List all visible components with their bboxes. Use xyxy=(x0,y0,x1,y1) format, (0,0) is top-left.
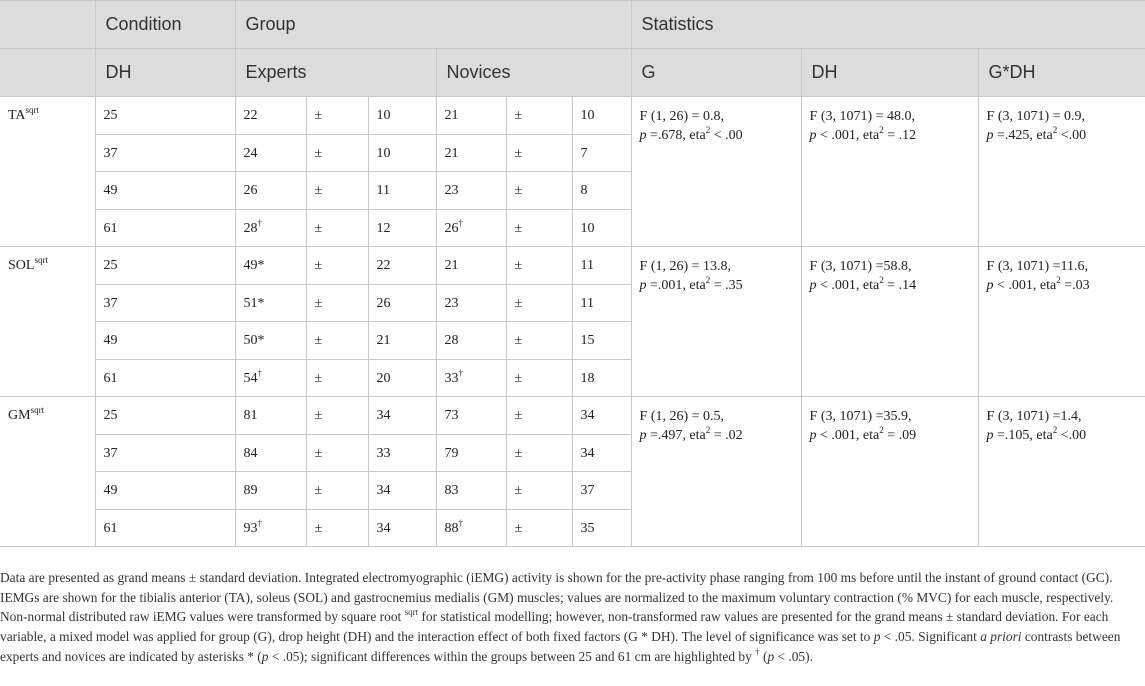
muscle-label xyxy=(0,97,95,247)
footnote-italic: p xyxy=(873,629,881,645)
experts-sd-cell: 10 xyxy=(368,134,436,172)
mean-value: 73 xyxy=(444,408,459,423)
significance-mark: † xyxy=(458,517,463,528)
stat-line-2b: = .12 xyxy=(883,128,917,143)
novices-sd-cell: 35 xyxy=(572,509,631,547)
stat-line-2: =.497, eta xyxy=(646,428,706,443)
header-condition: Condition xyxy=(95,1,235,49)
plus-minus-cell: ± xyxy=(306,472,368,510)
novices-mean-cell xyxy=(436,247,506,285)
experts-sd-cell: 22 xyxy=(368,247,436,285)
plus-minus-cell: ± xyxy=(506,397,572,435)
novices-mean-cell xyxy=(436,509,506,547)
mean-value: 23 xyxy=(444,295,459,311)
experts-mean-cell xyxy=(235,209,306,247)
novices-mean-cell xyxy=(436,397,506,435)
mean-value: 21 xyxy=(444,108,459,123)
footnote-text: for statistical modelling; however, non-transformed raw values are presented for the grand means ± standard deviation. For each variable, a mixed model was applied for group (G), drop height (DH) and the interaction effect of both fixed factors (G * DH). The level of significance was set to xyxy=(0,609,1109,645)
stat-p: p xyxy=(986,128,994,143)
stat-g-cell xyxy=(631,247,801,397)
stat-g-cell xyxy=(631,97,801,247)
stat-p: p xyxy=(639,428,647,443)
stat-dh-cell xyxy=(801,397,978,547)
header-statistics: Statistics xyxy=(631,1,1145,49)
drop-height-cell: 25 xyxy=(95,247,235,285)
stat-gdh-cell xyxy=(978,397,1145,547)
experts-sd-cell: 12 xyxy=(368,209,436,247)
experts-mean-cell xyxy=(235,172,306,210)
plus-minus-cell: ± xyxy=(306,322,368,360)
plus-minus-cell: ± xyxy=(506,247,572,285)
experts-mean-cell xyxy=(235,97,306,135)
stat-p: p xyxy=(809,428,817,443)
stat-line-1: F (3, 1071) =1.4, xyxy=(986,409,1082,424)
header-row-2 xyxy=(0,49,1145,97)
muscle-label xyxy=(0,247,95,397)
drop-height-cell: 49 xyxy=(95,322,235,360)
experts-sd-cell: 34 xyxy=(368,472,436,510)
significance-mark: † xyxy=(458,367,463,378)
drop-height-cell: 61 xyxy=(95,209,235,247)
stat-line-2b: <.00 xyxy=(1057,428,1087,443)
header-empty-cell xyxy=(0,49,95,97)
stat-eta-sq: 2 xyxy=(705,275,711,285)
mean-value: 83 xyxy=(444,483,459,498)
experts-mean-cell xyxy=(235,247,306,285)
plus-minus-cell: ± xyxy=(306,134,368,172)
novices-mean-cell xyxy=(436,359,506,397)
stat-p: p xyxy=(639,278,647,293)
footnote-italic: p xyxy=(261,648,269,664)
drop-height-cell: 37 xyxy=(95,284,235,322)
footnote-text: < .05); significant differences within the groups between 25 and 61 cm are highlighted by xyxy=(268,648,756,664)
stat-line-2: =.678, eta xyxy=(646,128,706,143)
novices-sd-cell: 7 xyxy=(572,134,631,172)
header-experts: Experts xyxy=(235,49,436,97)
plus-minus-cell: ± xyxy=(506,97,572,135)
stat-line-1: F (1, 26) = 0.5, xyxy=(639,409,725,424)
mean-value: 26 xyxy=(243,183,258,198)
footnote-text: < .05). xyxy=(774,648,813,664)
footnote-italic: a priori xyxy=(980,629,1022,645)
stat-eta-sq: 2 xyxy=(705,125,711,135)
header-row-1 xyxy=(0,1,1145,49)
significance-mark: † xyxy=(257,367,262,378)
mean-value: 21 xyxy=(444,145,459,161)
header-stat-g: G xyxy=(631,49,801,97)
plus-minus-cell: ± xyxy=(506,434,572,472)
muscle-sup: sqrt xyxy=(25,105,40,115)
plus-minus-cell: ± xyxy=(506,472,572,510)
mean-value: 28 xyxy=(243,220,258,236)
footnote-sup: sqrt xyxy=(404,607,419,618)
novices-sd-cell: 11 xyxy=(572,247,631,285)
drop-height-cell: 61 xyxy=(95,509,235,547)
stat-line-2b: =.03 xyxy=(1060,278,1090,293)
stat-line-2b: = .09 xyxy=(883,428,917,443)
novices-mean-cell xyxy=(436,97,506,135)
footnote-text: < .05. Significant xyxy=(880,629,981,645)
header-stat-gdh: G*DH xyxy=(978,49,1145,97)
novices-sd-cell: 11 xyxy=(572,284,631,322)
stat-g-cell xyxy=(631,397,801,547)
mean-value: 33 xyxy=(444,370,459,386)
experts-sd-cell: 11 xyxy=(368,172,436,210)
stat-line-2: =.105, eta xyxy=(993,428,1053,443)
drop-height-cell: 25 xyxy=(95,97,235,135)
stat-line-1: F (1, 26) = 0.8, xyxy=(639,109,725,124)
stat-eta-sq: 2 xyxy=(705,425,711,435)
experts-sd-cell: 34 xyxy=(368,397,436,435)
stat-line-2b: <.00 xyxy=(1057,128,1087,143)
novices-sd-cell: 18 xyxy=(572,359,631,397)
stat-p: p xyxy=(809,278,817,293)
experts-sd-cell: 20 xyxy=(368,359,436,397)
mean-value: 93 xyxy=(243,520,258,536)
plus-minus-cell: ± xyxy=(306,247,368,285)
drop-height-cell: 49 xyxy=(95,172,235,210)
stat-gdh-cell xyxy=(978,247,1145,397)
stat-line-2: =.001, eta xyxy=(646,278,706,293)
stat-eta-sq: 2 xyxy=(1056,275,1061,285)
stat-eta-sq: 2 xyxy=(879,275,884,285)
mean-value: 22 xyxy=(243,108,258,123)
novices-mean-cell xyxy=(436,134,506,172)
plus-minus-cell: ± xyxy=(306,397,368,435)
stat-line-2: =.425, eta xyxy=(993,128,1053,143)
drop-height-cell: 37 xyxy=(95,134,235,172)
stat-line-1: F (3, 1071) =58.8, xyxy=(809,259,912,274)
mean-value: 50* xyxy=(243,333,265,348)
drop-height-cell: 37 xyxy=(95,434,235,472)
footnote-text: ( xyxy=(759,648,768,664)
mean-value: 88 xyxy=(444,520,459,536)
mean-value: 49* xyxy=(243,258,265,273)
header-stat-dh: DH xyxy=(801,49,978,97)
stat-eta-sq: 2 xyxy=(879,425,884,435)
novices-sd-cell: 34 xyxy=(572,434,631,472)
header-empty-cell xyxy=(0,1,95,49)
stat-dh-cell xyxy=(801,247,978,397)
plus-minus-cell: ± xyxy=(506,359,572,397)
plus-minus-cell: ± xyxy=(306,209,368,247)
novices-mean-cell xyxy=(436,172,506,210)
mean-value: 28 xyxy=(444,333,459,348)
mean-value: 51* xyxy=(243,295,265,311)
plus-minus-cell: ± xyxy=(506,172,572,210)
stat-p: p xyxy=(986,428,994,443)
mean-value: 84 xyxy=(243,445,258,461)
stat-line-1: F (3, 1071) = 0.9, xyxy=(986,109,1086,124)
muscle-name: TA xyxy=(8,108,26,123)
novices-mean-cell xyxy=(436,209,506,247)
stat-line-2b: = .02 xyxy=(710,428,743,443)
plus-minus-cell: ± xyxy=(306,97,368,135)
muscle-name: GM xyxy=(8,408,31,423)
footnote-sup: † xyxy=(755,646,760,657)
stat-gdh-cell xyxy=(978,97,1145,247)
table-row xyxy=(0,247,1145,285)
mean-value: 21 xyxy=(444,258,459,273)
experts-mean-cell xyxy=(235,472,306,510)
stat-eta-sq: 2 xyxy=(1052,125,1058,135)
muscle-name: SOL xyxy=(8,258,35,273)
novices-sd-cell: 10 xyxy=(572,97,631,135)
plus-minus-cell: ± xyxy=(506,134,572,172)
mean-value: 81 xyxy=(243,408,258,423)
mean-value: 23 xyxy=(444,183,459,198)
footnote-text: Data are presented as grand means ± standard deviation. Integrated electromyographic (iEMG) activity is shown for the pre-activity phase ranging from 100 ms before until the instant of ground contact (GC). IEMGs are shown for the tibialis anterior (TA), soleus (SOL) and gastrocnemius medialis (GM) muscles; values are normalized to the maximum voluntary contraction (% MVC) for each muscle, respectively. Non-normal distributed raw iEMG values were transformed by square root xyxy=(0,570,1114,625)
table-row xyxy=(0,97,1145,135)
stat-p: p xyxy=(639,128,647,143)
significance-mark: † xyxy=(257,217,262,228)
muscle-sup: sqrt xyxy=(30,405,45,415)
mean-value: 54 xyxy=(243,370,258,386)
stat-line-2b: = .35 xyxy=(710,278,743,293)
drop-height-cell: 49 xyxy=(95,472,235,510)
plus-minus-cell: ± xyxy=(306,434,368,472)
novices-sd-cell: 10 xyxy=(572,209,631,247)
experts-mean-cell xyxy=(235,322,306,360)
stat-line-2: < .001, eta xyxy=(816,428,880,443)
stat-line-2: < .001, eta xyxy=(816,278,880,293)
header-group: Group xyxy=(235,1,631,49)
plus-minus-cell: ± xyxy=(506,322,572,360)
stat-dh-cell xyxy=(801,97,978,247)
mean-value: 89 xyxy=(243,483,258,498)
muscle-label xyxy=(0,397,95,547)
plus-minus-cell: ± xyxy=(506,284,572,322)
plus-minus-cell: ± xyxy=(306,359,368,397)
experts-mean-cell xyxy=(235,134,306,172)
table-footnote xyxy=(0,568,1143,667)
plus-minus-cell: ± xyxy=(506,209,572,247)
stat-line-2: < .001, eta xyxy=(993,278,1057,293)
experts-sd-cell: 10 xyxy=(368,97,436,135)
stat-line-1: F (1, 26) = 13.8, xyxy=(639,259,732,274)
experts-mean-cell xyxy=(235,434,306,472)
novices-sd-cell: 34 xyxy=(572,397,631,435)
mean-value: 24 xyxy=(243,145,258,161)
plus-minus-cell: ± xyxy=(306,509,368,547)
significance-mark: † xyxy=(257,517,262,528)
mean-value: 79 xyxy=(444,445,459,461)
novices-mean-cell xyxy=(436,434,506,472)
drop-height-cell: 25 xyxy=(95,397,235,435)
stat-line-2b: = .14 xyxy=(883,278,917,293)
footnote-italic: p xyxy=(767,648,775,664)
experts-sd-cell: 33 xyxy=(368,434,436,472)
stat-line-2: < .001, eta xyxy=(816,128,880,143)
plus-minus-cell: ± xyxy=(306,284,368,322)
significance-mark: † xyxy=(458,217,463,228)
experts-mean-cell xyxy=(235,509,306,547)
stat-eta-sq: 2 xyxy=(879,125,884,135)
stat-eta-sq: 2 xyxy=(1052,425,1058,435)
stat-line-1: F (3, 1071) =11.6, xyxy=(986,259,1089,274)
novices-sd-cell: 15 xyxy=(572,322,631,360)
experts-mean-cell xyxy=(235,284,306,322)
stat-line-1: F (3, 1071) =35.9, xyxy=(809,409,912,424)
experts-mean-cell xyxy=(235,359,306,397)
experts-sd-cell: 26 xyxy=(368,284,436,322)
novices-mean-cell xyxy=(436,472,506,510)
stat-p: p xyxy=(809,128,817,143)
drop-height-cell: 61 xyxy=(95,359,235,397)
experts-mean-cell xyxy=(235,397,306,435)
table-body xyxy=(0,97,1145,547)
header-novices: Novices xyxy=(436,49,631,97)
novices-sd-cell: 37 xyxy=(572,472,631,510)
novices-sd-cell: 8 xyxy=(572,172,631,210)
stat-p: p xyxy=(986,278,994,293)
stat-line-2b: < .00 xyxy=(710,128,743,143)
experts-sd-cell: 34 xyxy=(368,509,436,547)
novices-mean-cell xyxy=(436,322,506,360)
mean-value: 26 xyxy=(444,220,459,236)
muscle-sup: sqrt xyxy=(34,255,48,265)
footnote-text: contrasts between experts and novices are indicated by asterisks * ( xyxy=(0,629,1121,664)
experts-sd-cell: 21 xyxy=(368,322,436,360)
novices-mean-cell xyxy=(436,284,506,322)
plus-minus-cell: ± xyxy=(306,172,368,210)
plus-minus-cell: ± xyxy=(506,509,572,547)
stat-line-1: F (3, 1071) = 48.0, xyxy=(809,109,916,124)
table-row xyxy=(0,397,1145,435)
header-dh: DH xyxy=(95,49,235,97)
